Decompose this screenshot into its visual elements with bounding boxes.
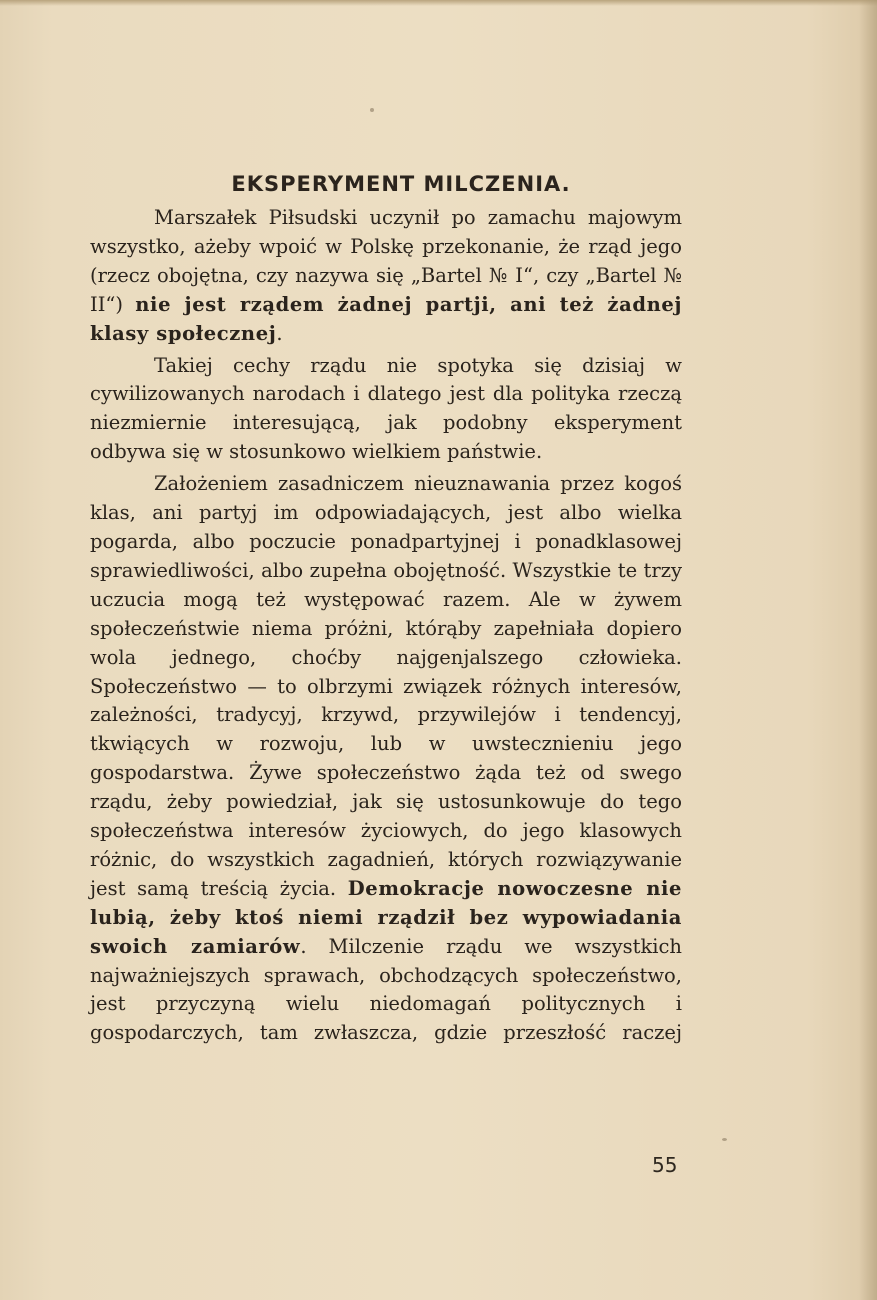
paragraph-3-tail: . Milczenie rządu we wszystkich najważniejszych sprawach, obchodzących społeczeństwo, jest przyczyną wielu niedomagań politycznych i gospodarczych, tam zwłaszcza, gdzie przeszłość raczej bbox=[90, 934, 682, 1045]
paragraph-2 bbox=[90, 352, 682, 468]
page-top-edge bbox=[0, 0, 877, 6]
page-number: 55 bbox=[652, 1153, 678, 1177]
chapter-text bbox=[90, 170, 682, 1051]
paragraph-3 bbox=[90, 470, 682, 1048]
paragraph-3-emphasis: Demokracje nowoczesne nie lubią, żeby ktoś niemi rządził bez wypowiadania swoich zamiarów bbox=[90, 876, 682, 958]
paragraph-1-tail: . bbox=[276, 321, 283, 345]
paper-speck bbox=[722, 1138, 727, 1141]
paragraph-2-text: Takiej cechy rządu nie spotyka się dzisiaj w cywilizowanych narodach i dlatego jest dla polityka rzeczą niezmiernie interesującą, jak podobny eksperyment odbywa się w stosunkowo wielkiem państwie. bbox=[90, 353, 682, 464]
paragraph-3-text: Założeniem zasadniczem nieuznawania przez kogoś klas, ani partyj im odpowiadających, jest albo wielka pogarda, albo poczucie ponadpartyjnej i ponadklasowej sprawiedliwości, albo zupełna obojętność. Wszystkie te trzy uczucia mogą też występować razem. Ale w żywem społeczeństwie niema próżni, którąby zapełniała dopiero wola jednego, choćby najgenjalszego człowieka. Społeczeństwo — to olbrzymi związek różnych interesów, zależności, tradycyj, krzywd, przywilejów i tendencyj, tkwiących w rozwoju, lub w uwstecznieniu jego gospodarstwa. Żywe społeczeństwo żąda też od swego rządu, żeby powiedział, jak się ustosunkowuje do tego społeczeństwa interesów życiowych, do jego klasowych różnic, do wszystkich zagadnień, których rozwiązywanie jest samą treścią życia. bbox=[90, 472, 682, 900]
paragraph-1-text: Marszałek Piłsudski uczynił po zamachu majowym wszystko, ażeby wpoić w Polskę przekonanie, że rząd jego (rzecz obojętna, czy nazywa się „Bartel № I“, czy „Bartel № II“) bbox=[90, 206, 682, 316]
paragraph-1-emphasis: nie jest rządem żadnej partji, ani też żadnej klasy społecznej bbox=[90, 292, 683, 345]
page-right-edge bbox=[859, 0, 877, 1300]
paragraph-1 bbox=[90, 204, 682, 349]
paper-speck bbox=[370, 108, 374, 112]
chapter-title: EKSPERYMENT MILCZENIA. bbox=[231, 172, 571, 196]
